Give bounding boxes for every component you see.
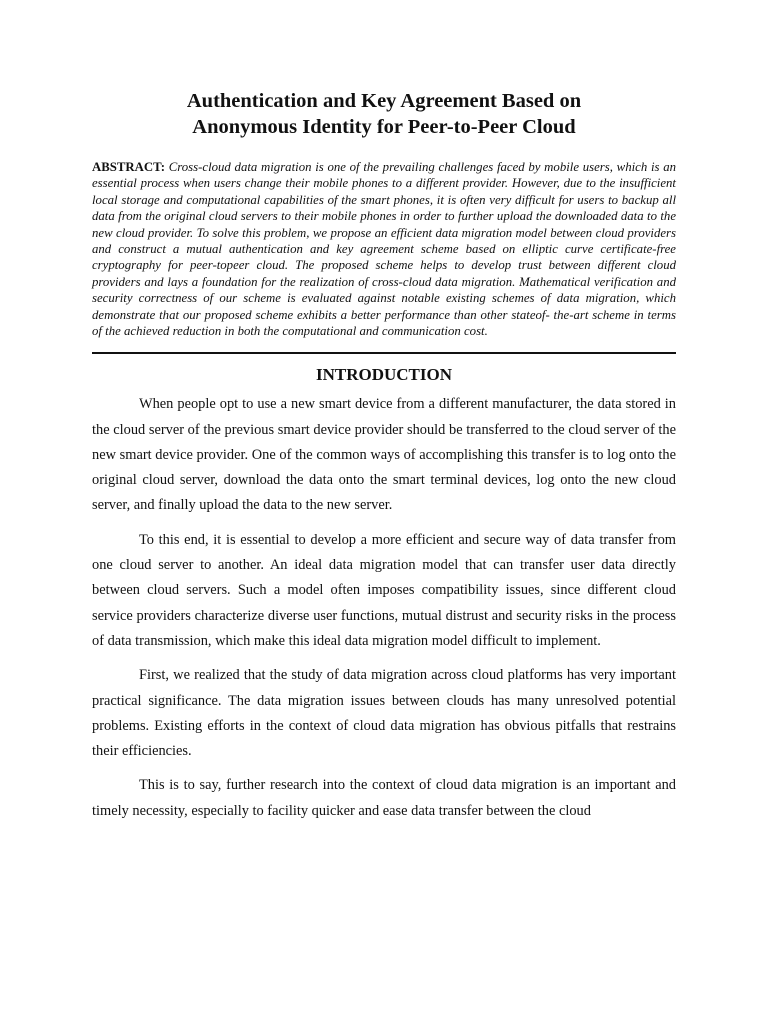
intro-paragraph-4: This is to say, further research into the context of cloud data migration is an important and timely necessity, especially to facility quicker and ease data transfer between the cloud	[92, 777, 676, 819]
title-line-2: Anonymous Identity for Peer-to-Peer Cloud	[192, 116, 576, 138]
title-line-1: Authentication and Key Agreement Based on	[186, 90, 582, 112]
intro-paragraph-1: When people opt to use a new smart device from a different manufacturer, the data stored in the cloud server of the previous smart device provider should be transferred to the cloud server of the new smart device provider. One of the common ways of accomplishing this transfer is to log onto the original cloud server, download the data onto the smart terminal devices, log onto the new cloud server, and finally upload the data to the new server.	[92, 396, 676, 514]
abstract-label: ABSTRACT:	[92, 160, 166, 174]
paper-page	[92, 0, 676, 824]
abstract	[92, 159, 676, 339]
paper-title	[92, 88, 676, 140]
section-divider	[92, 352, 676, 354]
intro-paragraph-3: First, we realized that the study of data migration across cloud platforms has very important practical significance. The data migration issues between clouds has many unresolved potential problems. Existing efforts in the context of cloud data migration has obvious pitfalls that restrains their efficiencies.	[92, 667, 676, 760]
abstract-text: Cross-cloud data migration is one of the prevailing challenges faced by mobile users, which is an essential process when users change their mobile phones to a different provider. However, due to the insufficient local storage and computational capabilities of the smart phones, it is often very difficult for users to backup all data from the original cloud servers to their mobile phones in order to further upload the downloaded data to the new cloud provider. To solve this problem, we propose an efficient data migration model between cloud providers and construct a mutual authentication and key agreement scheme based on elliptic curve certificate-free cryptography for peer-topeer cloud. The proposed scheme helps to develop trust between different cloud providers and lays a foundation for the realization of cross-cloud data migration. Mathematical verification and security correctness of our scheme is evaluated against notable existing schemes of data migration, which demonstrate that our proposed scheme exhibits a better performance than other stateof- the-art scheme in terms of the achieved reduction in both the computational and communication cost.	[92, 160, 676, 339]
introduction-heading: INTRODUCTION	[315, 365, 453, 385]
intro-paragraph-2: To this end, it is essential to develop a more efficient and secure way of data transfer from one cloud server to another. An ideal data migration model that can transfer user data directly between cloud servers. Such a model often imposes compatibility issues, since different cloud service providers characterize diverse user functions, mutual distrust and security risks in the process of data transmission, which make this ideal data migration model difficult to implement.	[92, 531, 676, 649]
